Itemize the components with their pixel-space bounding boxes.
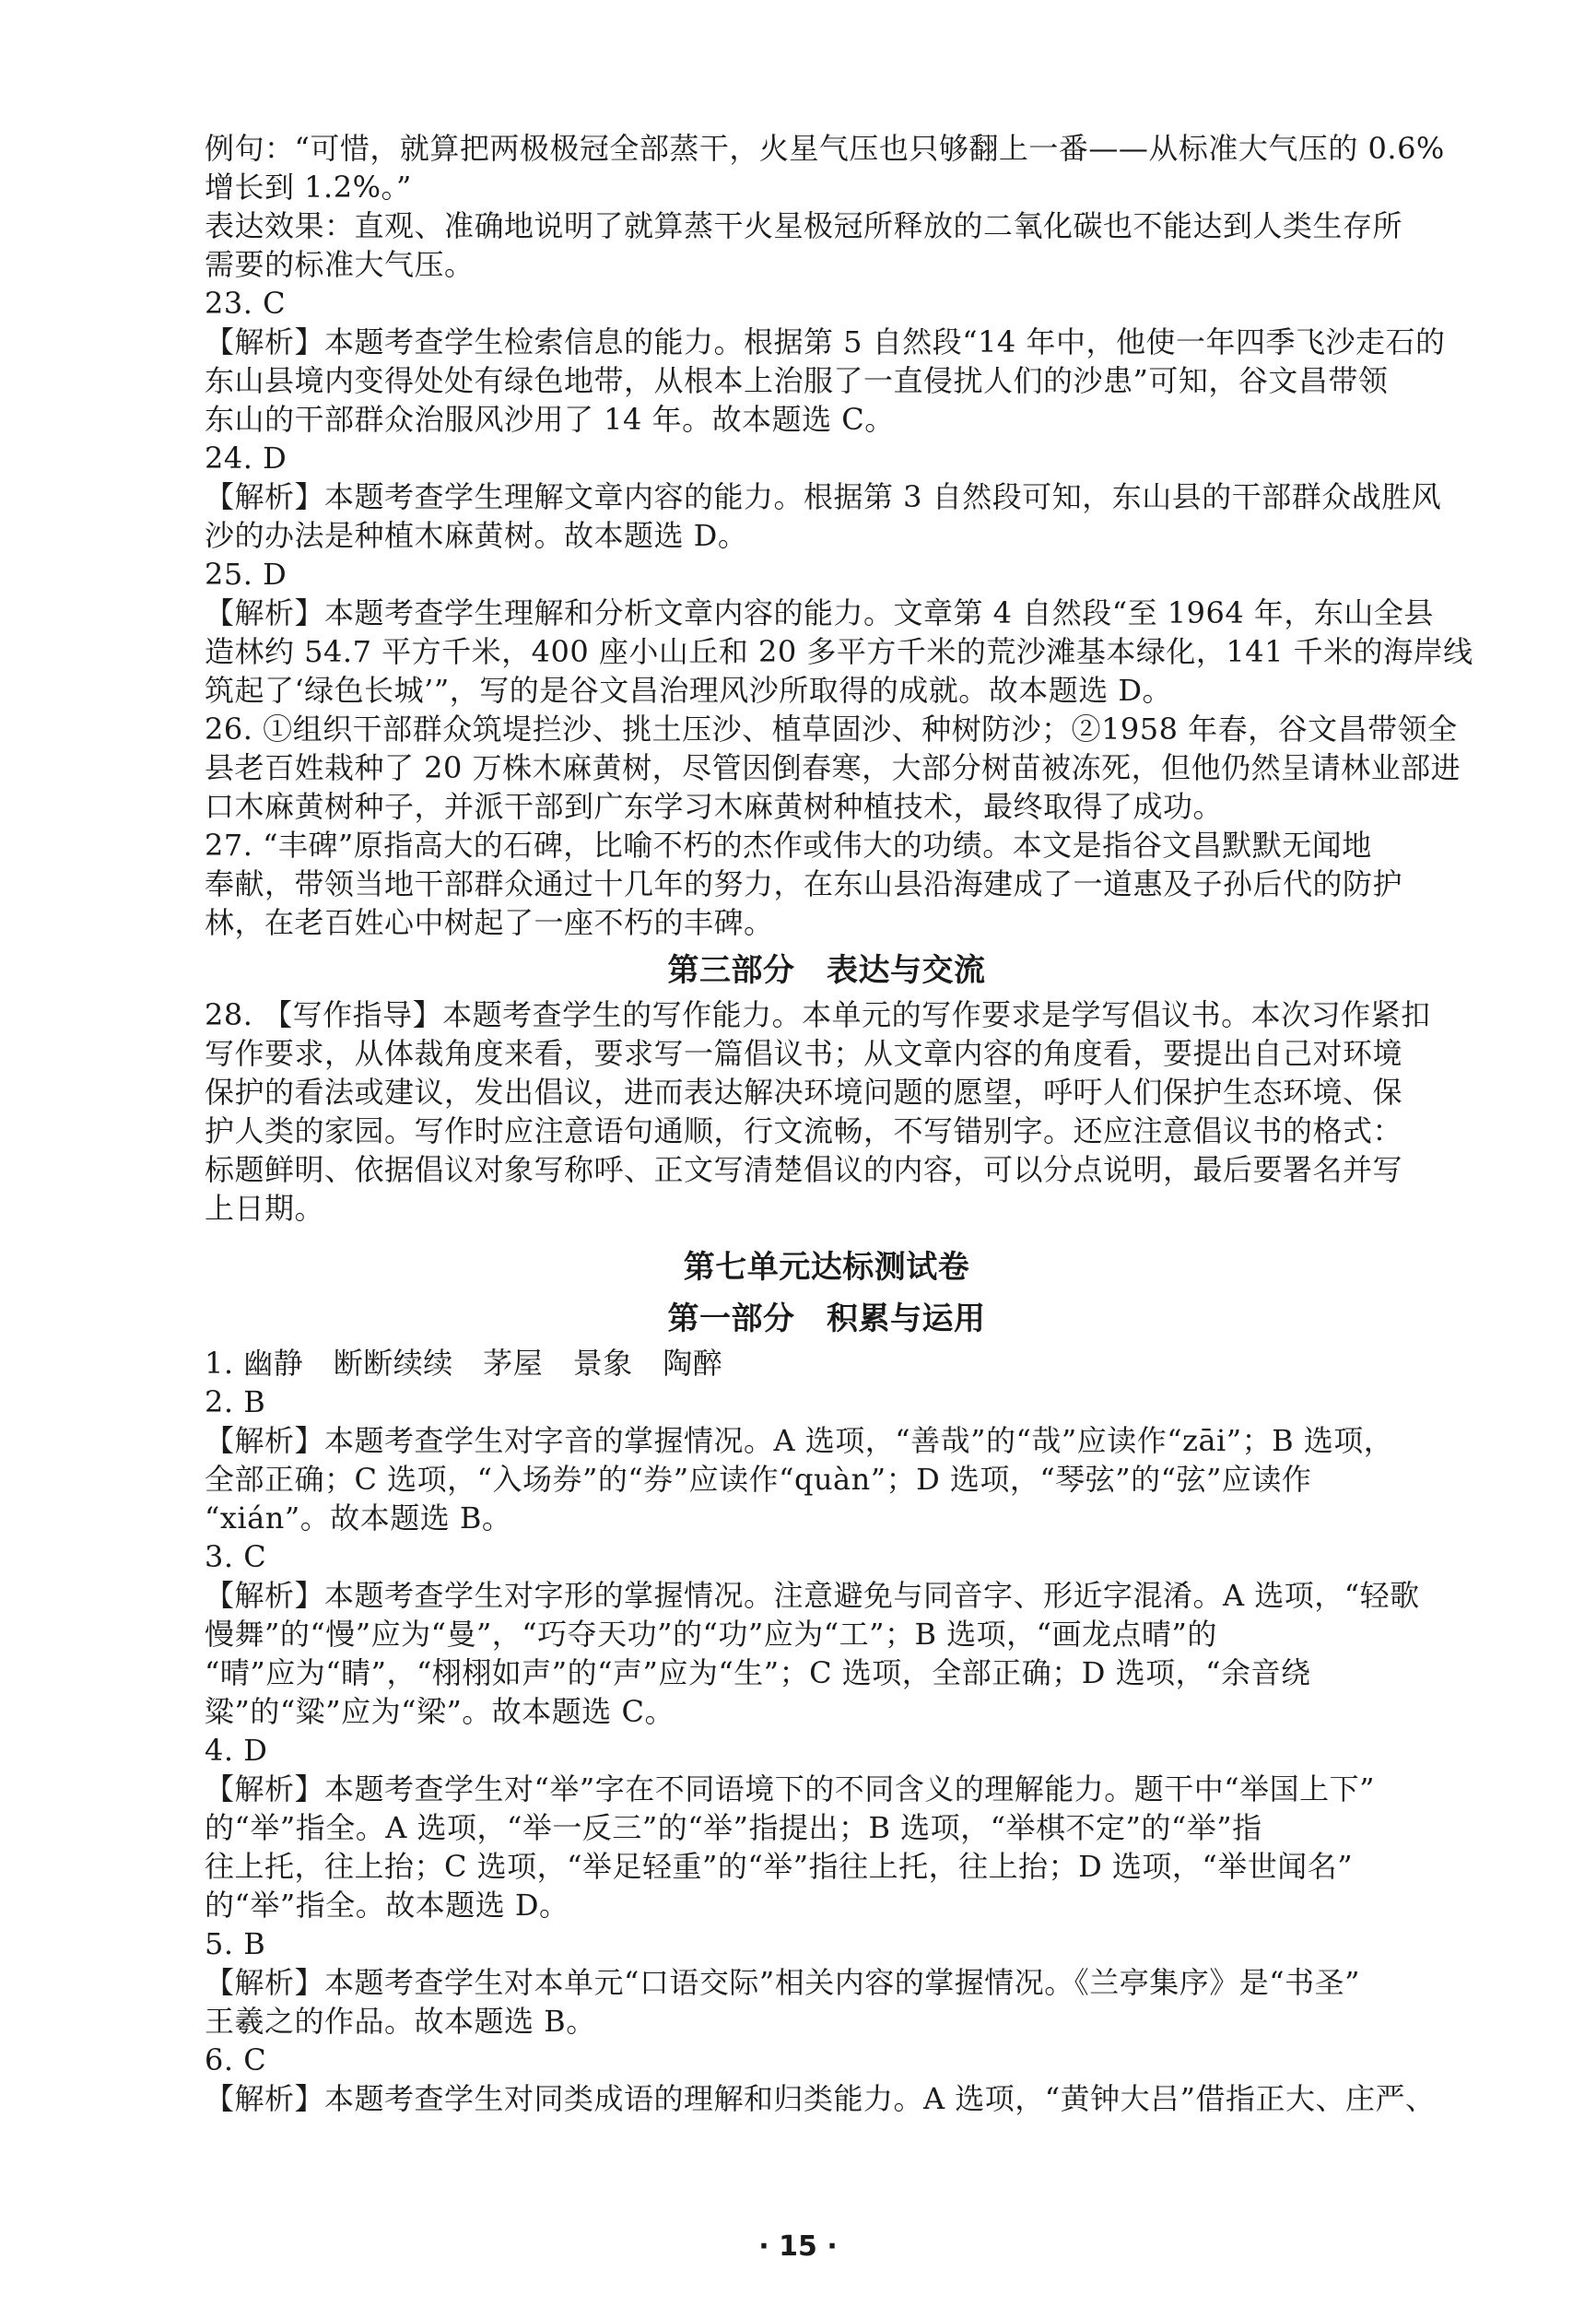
page-number: · 15 · (758, 2230, 838, 2263)
text-line: 往上托，往上抬；C 选项，“举足轻重”的“举”指往上托，往上抬；D 选项，“举世闻名” (205, 1849, 1354, 1884)
text-line: 27. “丰碑”原指高大的石碑，比喻不朽的杰作或伟大的功绩。本文是指谷文昌默默无闻地 (205, 828, 1372, 863)
text-line: 6. C (205, 2042, 267, 2077)
text-line: 28. 【写作指导】本题考查学生的写作能力。本单元的写作要求是学写倡议书。本次习作紧扣 (205, 997, 1431, 1032)
text-line: 奉献，带领当地干部群众通过十几年的努力，在东山县沿海建成了一道惠及子孙后代的防护 (205, 866, 1403, 901)
text-line: 1. 幽静 断断续续 茅屋 景象 陶醉 (205, 1346, 723, 1381)
text-line: 林，在老百姓心中树起了一座不朽的丰碑。 (205, 905, 774, 940)
text-line: 3. C (205, 1539, 267, 1574)
text-line: 【解析】本题考查学生对本单元“口语交际”相关内容的掌握情况。《兰亭集序》是“书圣” (205, 1965, 1360, 2000)
text-line: 23. C (205, 286, 287, 321)
text-line: 例句：“可惜，就算把两极极冠全部蒸干，火星气压也只够翻上一番——从标准大气压的 0.6% (205, 131, 1445, 166)
text-line: 【解析】本题考查学生对“举”字在不同语境下的不同含义的理解能力。题干中“举国上下” (205, 1771, 1375, 1806)
text-line: 标题鲜明、依据倡议对象写称呼、正文写清楚倡议的内容，可以分点说明，最后要署名并写 (205, 1152, 1403, 1187)
text-line: 【解析】本题考查学生对同类成语的理解和归类能力。A 选项，“黄钟大吕”借指正大、庄严、 (205, 2081, 1436, 2116)
text-line: 24. D (205, 441, 288, 476)
text-line: 5. B (205, 1926, 266, 1961)
text-line: 26. ①组织干部群众筑堤拦沙、挑土压沙、植草固沙、种树防沙；②1958 年春，谷文昌带领全 (205, 712, 1458, 747)
text-line: 护人类的家园。写作时应注意语句通顺，行文流畅，不写错别字。还应注意倡议书的格式： (205, 1113, 1403, 1148)
text-line: 沙的办法是种植木麻黄树。故本题选 D。 (205, 518, 748, 553)
section-top (205, 129, 1473, 942)
text-line: “晴”应为“睛”，“栩栩如声”的“声”应为“生”；C 选项，全部正确；D 选项，“余音绕 (205, 1655, 1311, 1690)
text-line: 保护的看法或建议，发出倡议，进而表达解决环境问题的愿望，呼吁人们保护生态环境、保 (205, 1075, 1403, 1110)
text-line: 王羲之的作品。故本题选 B。 (205, 2004, 596, 2039)
text-line: 2. B (205, 1384, 266, 1419)
text-line: 需要的标准大气压。 (205, 247, 475, 282)
text-line: 25. D (205, 557, 288, 592)
section-heading-part3: 第三部分 表达与交流 (667, 952, 986, 989)
section-mid (205, 995, 1449, 1228)
text-line: 【解析】本题考查学生理解和分析文章内容的能力。文章第 4 自然段“至 1964 年，东山全县 (205, 595, 1434, 630)
section-bottom (205, 1344, 1449, 2118)
text-line: 东山的干部群众治服风沙用了 14 年。故本题选 C。 (205, 402, 895, 437)
text-line: 写作要求，从体裁角度来看，要求写一篇倡议书；从文章内容的角度看，要提出自己对环境 (205, 1036, 1403, 1071)
unit-title: 第七单元达标测试卷 (683, 1249, 970, 1286)
text-line: 上日期。 (205, 1191, 325, 1226)
text-line: 县老百姓栽种了 20 万株木麻黄树，尽管因倒春寒，大部分树苗被冻死，但他仍然呈请林业部进 (205, 750, 1461, 785)
text-line: 东山县境内变得处处有绿色地带，从根本上治服了一直侵扰人们的沙患”可知，谷文昌带领 (205, 363, 1389, 398)
text-line: 表达效果：直观、准确地说明了就算蒸干火星极冠所释放的二氧化碳也不能达到人类生存所 (205, 208, 1403, 243)
section-heading-part1: 第一部分 积累与运用 (667, 1300, 986, 1337)
text-line: 【解析】本题考查学生理解文章内容的能力。根据第 3 自然段可知，东山县的干部群众战胜风 (205, 479, 1442, 514)
text-line: 的“举”指全。A 选项，“举一反三”的“举”指提出；B 选项，“举棋不定”的“举”指 (205, 1810, 1262, 1845)
text-line: 的“举”指全。故本题选 D。 (205, 1888, 569, 1923)
text-line: 【解析】本题考查学生对字音的掌握情况。A 选项，“善哉”的“哉”应读作“zāi”；B 选项， (205, 1423, 1394, 1458)
text-line: 增长到 1.2%。” (205, 170, 412, 205)
text-line: 【解析】本题考查学生检索信息的能力。根据第 5 自然段“14 年中，他使一年四季飞沙走石的 (205, 324, 1446, 359)
text-line: 粱”的“粱”应为“梁”。故本题选 C。 (205, 1694, 675, 1729)
text-line: 筑起了‘绿色长城’”，写的是谷文昌治理风沙所取得的成就。故本题选 D。 (205, 673, 1173, 708)
text-line: “xián”。故本题选 B。 (205, 1500, 512, 1536)
text-line: 造林约 54.7 平方千米，400 座小山丘和 20 多平方千米的荒沙滩基本绿化，141 千米的海岸线 (205, 634, 1473, 669)
text-line: 【解析】本题考查学生对字形的掌握情况。注意避免与同音字、形近字混淆。A 选项，“轻歌 (205, 1578, 1420, 1613)
text-line: 慢舞”的“慢”应为“曼”，“巧夺天功”的“功”应为“工”；B 选项，“画龙点晴”的 (205, 1617, 1217, 1652)
text-line: 全部正确；C 选项，“入场券”的“券”应读作“quàn”；D 选项，“琴弦”的“弦”应读作 (205, 1462, 1312, 1497)
text-line: 4. D (205, 1733, 268, 1768)
text-line: 口木麻黄树种子，并派干部到广东学习木麻黄树种植技术，最终取得了成功。 (205, 789, 1224, 824)
answer-page (205, 129, 1473, 2118)
